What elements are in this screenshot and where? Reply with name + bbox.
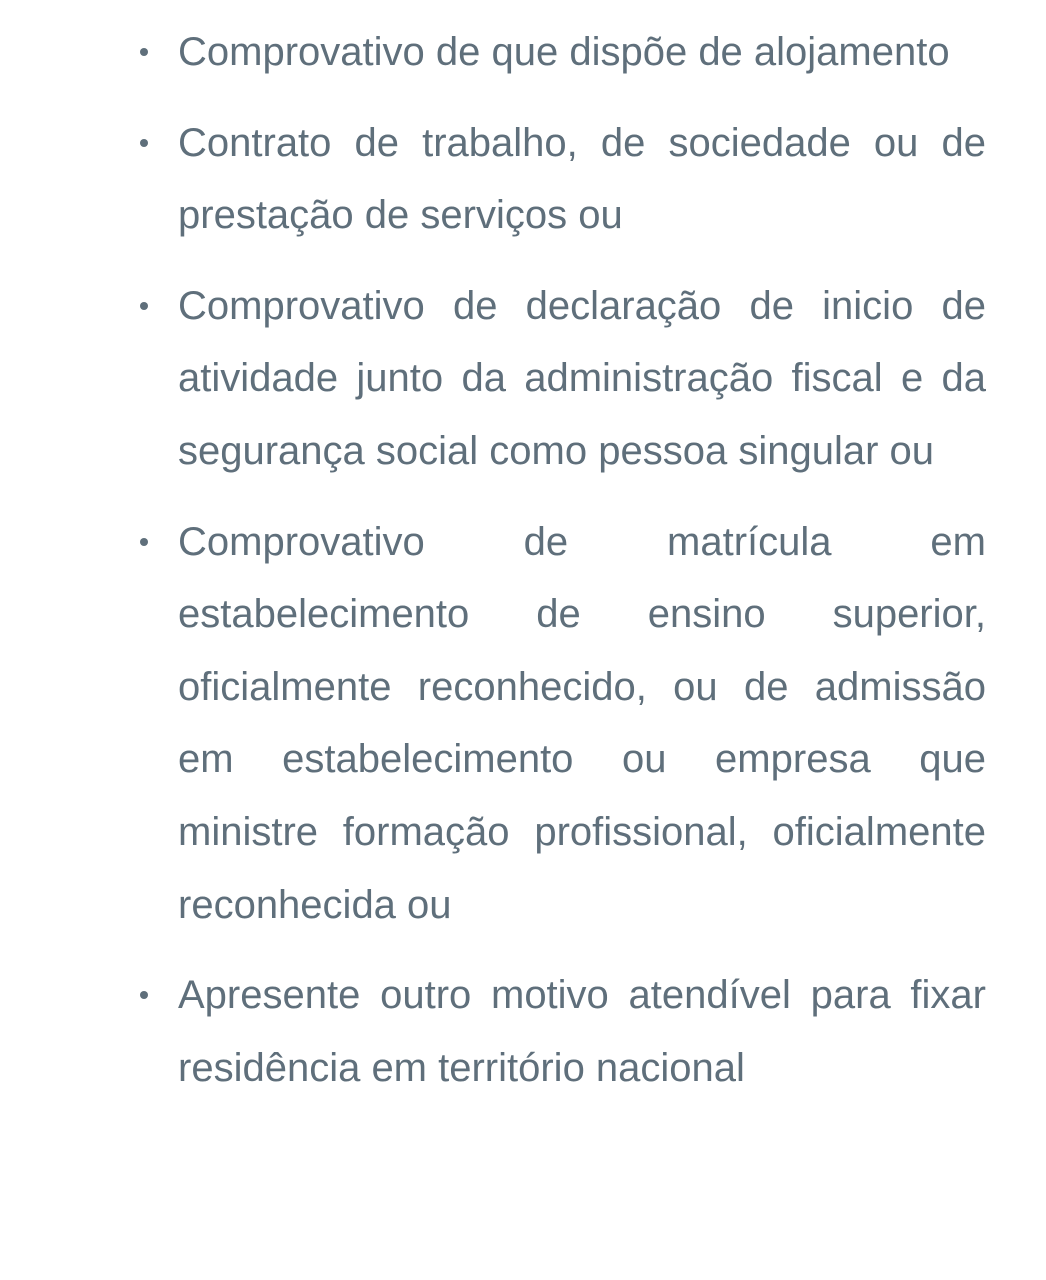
list-item-text: Comprovativo de declaração de inicio de atividade junto da administração fiscal e da segurança social como pessoa singular ou [178,283,986,473]
list-item [140,506,986,942]
requirements-list [140,16,986,1122]
list-item [140,16,986,89]
bullet-icon [140,139,148,147]
list-item-text: Comprovativo de matrícula em estabelecimento de ensino superior, oficialmente reconhecido, ou de admissão em estabelecimento ou empresa que ministre formação profissional, oficialmente reconhecida ou [178,519,986,927]
list-item [140,107,986,252]
bullet-icon [140,48,148,56]
bullet-icon [140,302,148,310]
list-item-text: Apresente outro motivo atendível para fixar residência em território nacional [178,973,986,1090]
list-item-text: Contrato de trabalho, de sociedade ou de prestação de serviços ou [178,120,986,238]
list-item-text: Comprovativo de que dispõe de alojamento [178,30,950,74]
list-item [140,959,986,1104]
bullet-icon [140,538,148,546]
bullet-icon [140,991,148,999]
list-item [140,270,986,488]
